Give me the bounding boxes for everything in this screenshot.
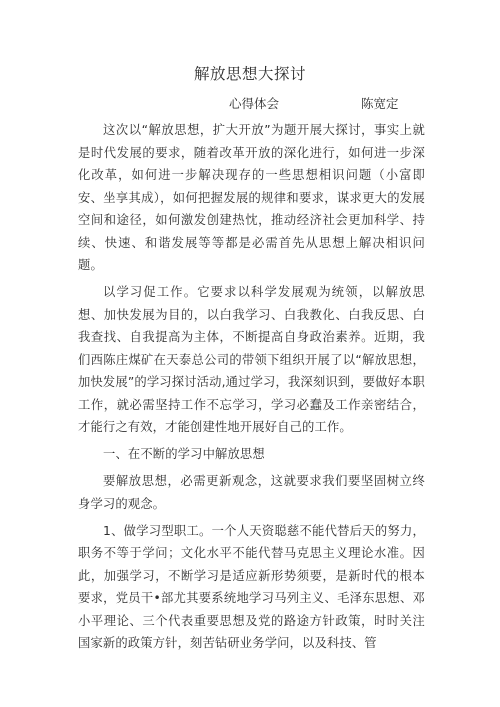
subtitle-label: 心得体会 xyxy=(229,96,280,111)
paragraph-concept: 要解放思想，必需更新观念，这就要求我们要坚固树立终身学习的观念。 xyxy=(78,474,425,511)
paragraph-study: 以学习促工作。它要求以科学发展观为统领，以解放思想、加快发展为目的，以白我学习、白我教化、白我反思、白我查找、自我提高为主体，不断提高自身政治素养。近期，我们西陈庄煤矿在天泰总公司的带领下组织开展了以“解放思想，加快发展”的学习探讨活动,通过学习，我深刻识到，要做好本职工作，就必需坚持工作不忘学习，学习必蠢及工作亲密结合，才能行之有效，才能创建性地开展好自己的工作。 xyxy=(78,285,425,434)
paragraph-intro: 这次以“解放思想，扩大开放”为题开展大探讨，事实上就是时代发展的要求，随着改革开放的深化进行，如何进一步深化改革，如何进一步解决现存的一些思想相识问题（小富即安、坐享其成），如何把握发展的规律和要求，谋求更大的发展空间和途径，如何激发创建热忱，推动经济社会更加科学、持续、快速、和谐发展等等都是必需首先从思想上解决相识问题。 xyxy=(78,123,425,272)
byline xyxy=(0,94,500,114)
section-heading: 一、在不断的学习中解放思想 xyxy=(103,447,265,461)
document-title: 解放思想大探讨 xyxy=(193,65,306,83)
document-body xyxy=(78,119,425,659)
author-name: 陈宽定 xyxy=(361,96,399,111)
paragraph-point-1: 1、做学习型职工。一个人天资聪慈不能代替后天的努力，职务不等于学问；文化水平不能代替马克思主义理论水准。因此，加强学习，不断学习是适应新形势须要，是新时代的根本要求，党员干•部尤其要系统地学习马列主义、毛泽东思想、邓小平理论、三个代表重要思想及党的路途方针政策，时时关注国家新的政策方针，刻苦钻研业务学问，以及科技、管 xyxy=(78,523,425,650)
